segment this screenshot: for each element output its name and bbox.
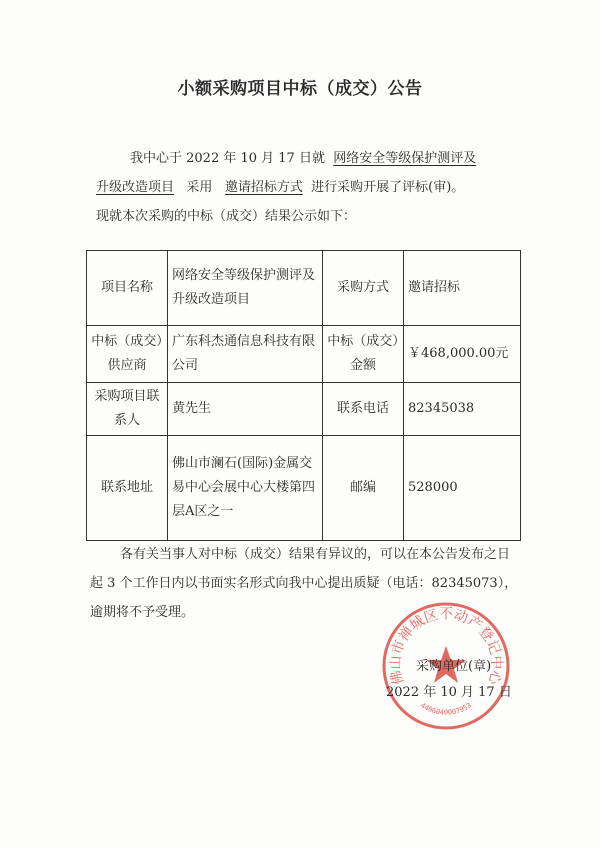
label-supplier: 中标（成交）供应商 xyxy=(87,326,168,383)
intro-part1: 我中心于 2022 年 10 月 17 日就 xyxy=(130,151,325,166)
value-postcode: 528000 xyxy=(404,436,521,541)
table-row xyxy=(87,383,521,436)
label-contact: 采购项目联系人 xyxy=(87,383,168,436)
label-phone: 联系电话 xyxy=(323,383,404,436)
intro-method: 邀请招标方式 xyxy=(224,180,303,195)
label-postcode: 邮编 xyxy=(323,436,404,541)
table-row xyxy=(87,326,521,383)
result-table xyxy=(86,250,521,541)
intro-part2: 采用 xyxy=(186,180,213,195)
notice-text: 各有关当事人对中标（成交）结果有异议的，可以在本公告发布之日起 3 个工作日内以书面实名形式向我中心提出质疑（电话：82345073），逾期将不予受理。 xyxy=(90,547,518,620)
signature-unit: 采购单位(章) xyxy=(416,659,492,674)
value-contact: 黄先生 xyxy=(168,383,323,436)
value-phone: 82345038 xyxy=(404,383,521,436)
value-project-name: 网络安全等级保护测评及升级改造项目 xyxy=(168,251,323,326)
intro-project-name-a: 网络安全等级保护测评及 xyxy=(333,151,477,166)
page-title: 小额采购项目中标（成交）公告 xyxy=(177,79,423,99)
table-row xyxy=(87,436,521,541)
label-amount: 中标（成交）金额 xyxy=(323,326,404,383)
intro-paragraph xyxy=(96,144,511,231)
intro-project-name-b: 升级改造项目 xyxy=(96,180,175,195)
value-address: 佛山市澜石(国际)金属交易中心会展中心大楼第四层A区之一 xyxy=(168,436,323,541)
seal-text: 佛山市禅城区不动产登记中心 xyxy=(387,606,505,687)
intro-line3: 现就本次采购的中标（成交）结果公示如下： xyxy=(96,209,357,224)
intro-part3: 进行采购开展了评标(审)。 xyxy=(311,180,465,195)
value-method: 邀请招标 xyxy=(404,251,521,326)
label-project-name: 项目名称 xyxy=(87,251,168,326)
value-supplier: 广东科杰通信息科技有限公司 xyxy=(168,326,323,383)
label-address: 联系地址 xyxy=(87,436,168,541)
label-method: 采购方式 xyxy=(323,251,404,326)
signature-date: 2022 年 10 月 17 日 xyxy=(386,685,512,700)
table-row xyxy=(87,251,521,326)
value-amount: ￥468,000.00元 xyxy=(404,326,521,383)
seal-number: 4406040007953 xyxy=(419,701,473,717)
